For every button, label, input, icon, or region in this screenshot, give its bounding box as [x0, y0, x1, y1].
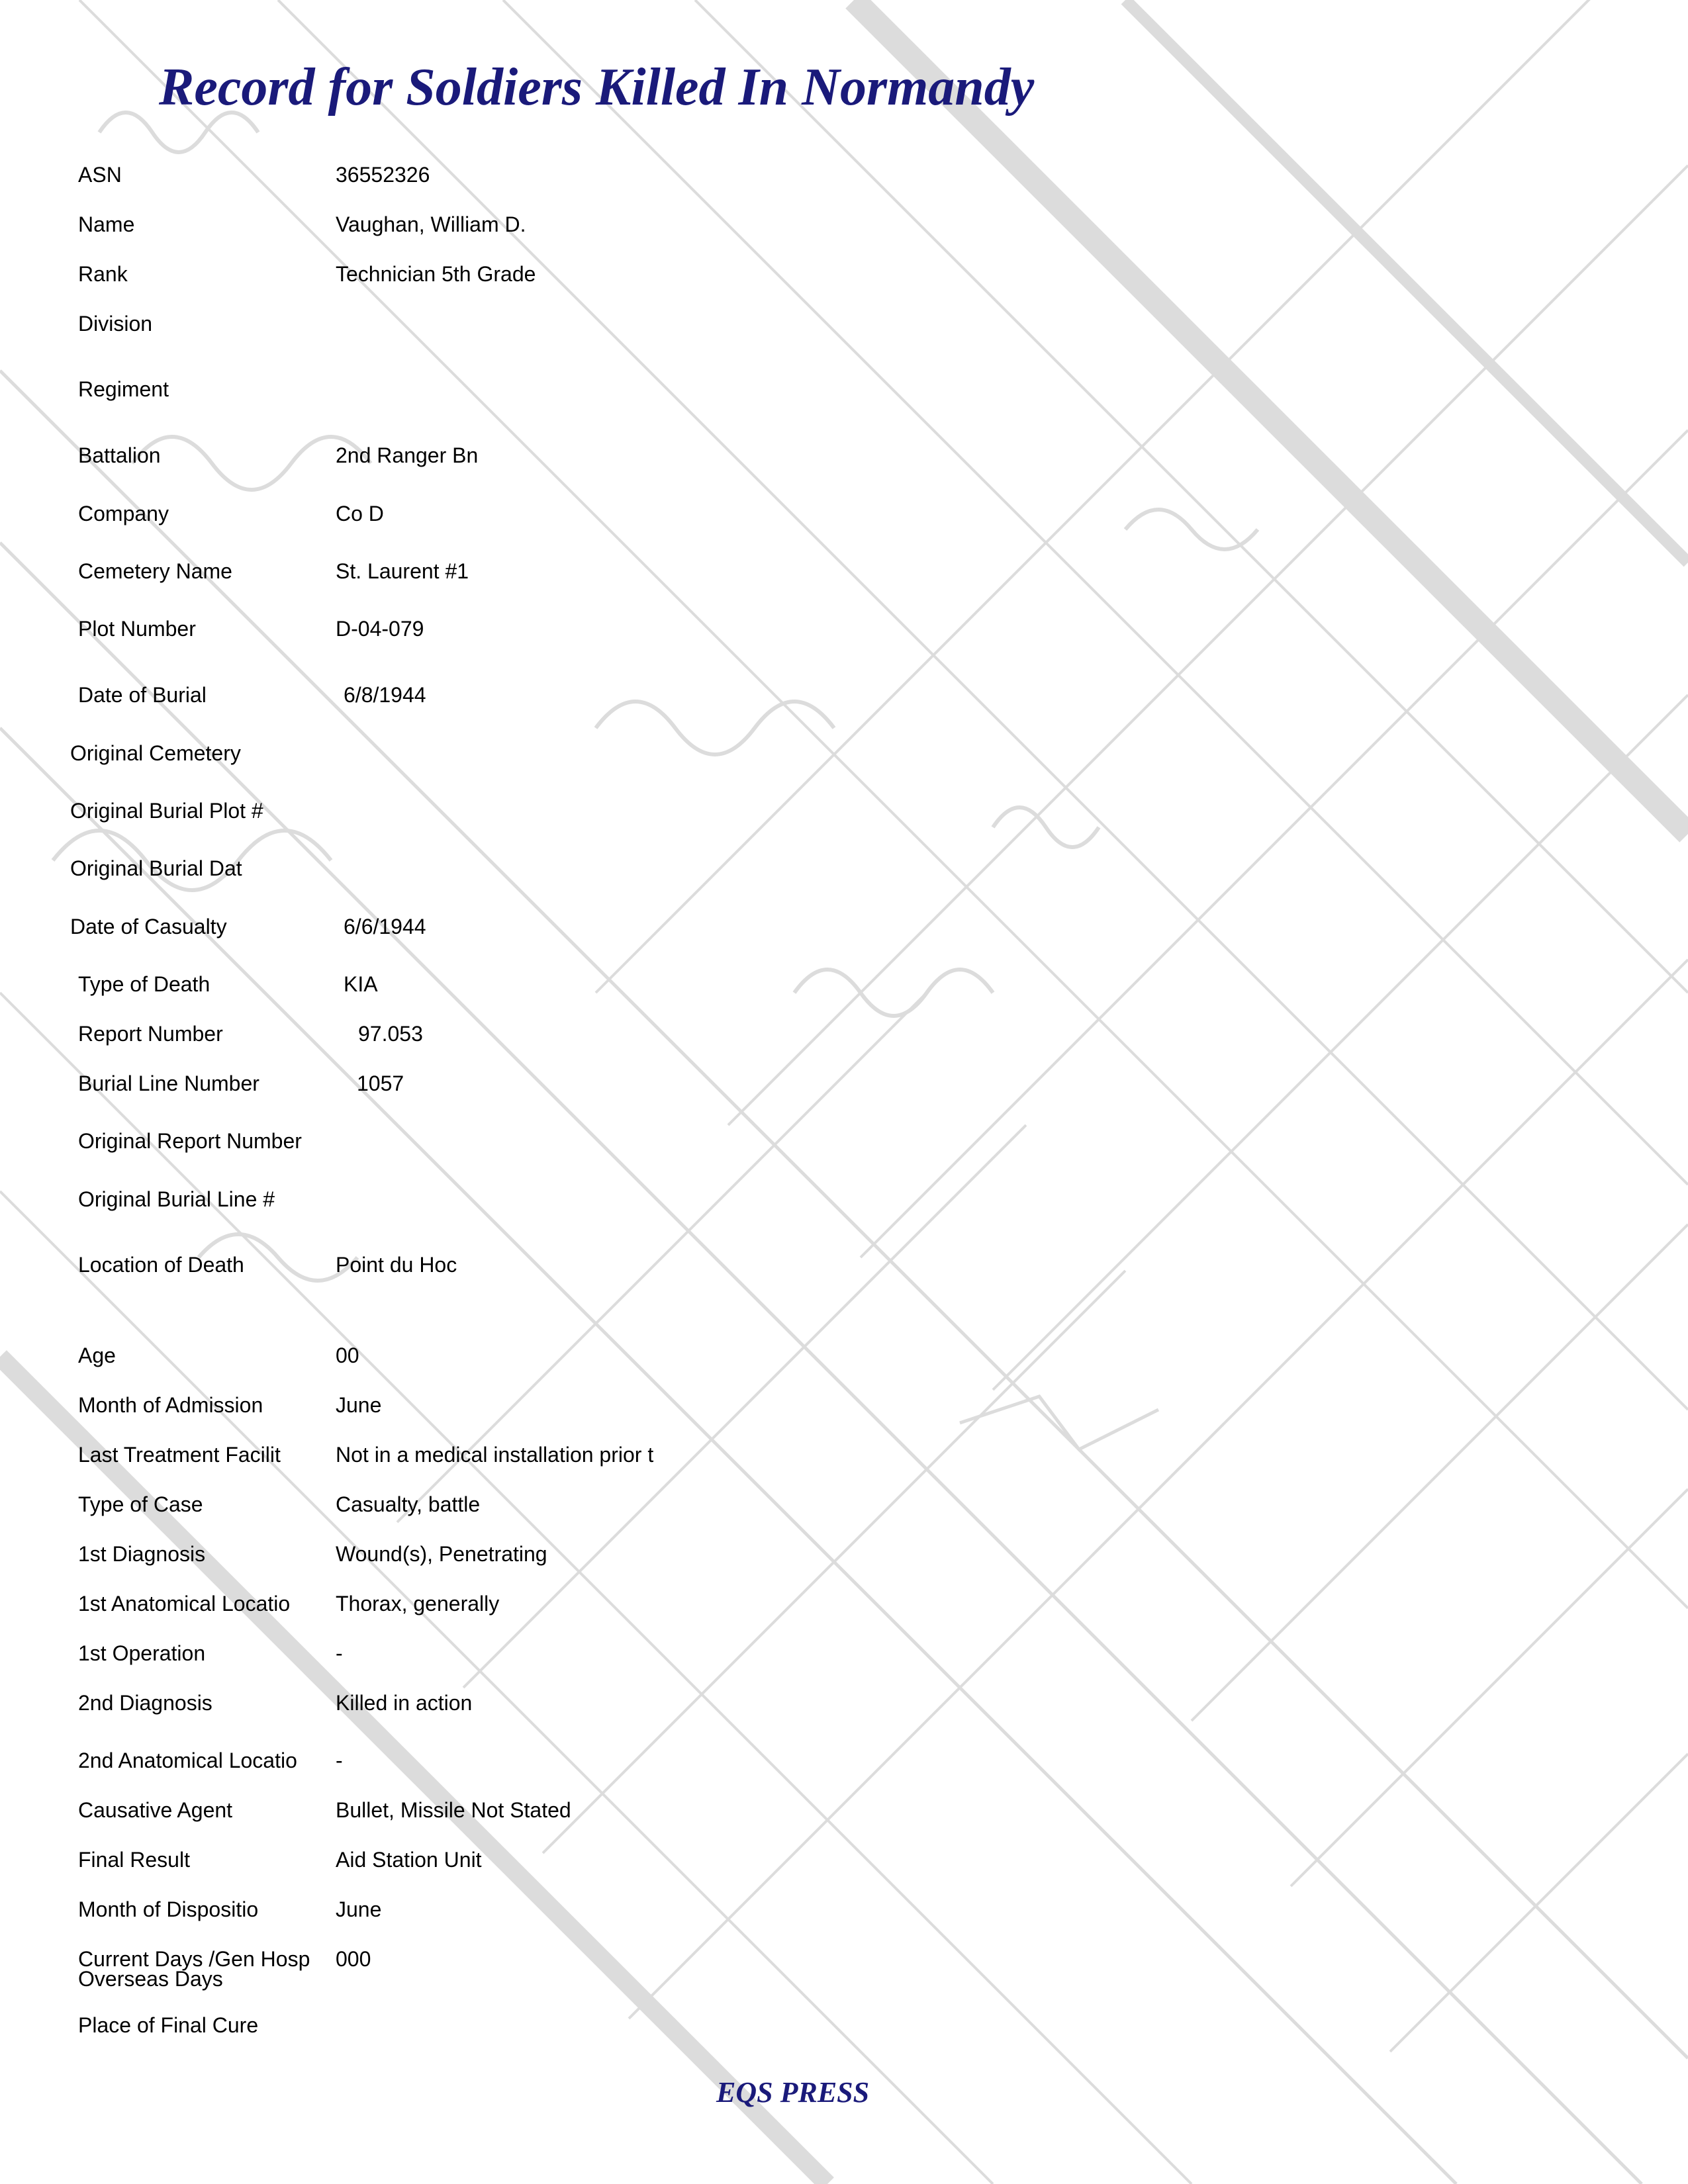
page-title: Record for Soldiers Killed In Normandy — [159, 58, 1035, 116]
field-label: Original Report Number — [78, 1129, 302, 1153]
field-value: Casualty, battle — [336, 1492, 481, 1516]
field-label: Type of Death — [78, 972, 211, 996]
field-row-original-burial-plot — [0, 797, 1688, 824]
field-label: Last Treatment Facilit — [78, 1443, 281, 1467]
field-value: Aid Station Unit — [336, 1848, 482, 1872]
field-value: Not in a medical installation prior t — [336, 1443, 654, 1467]
field-row-cemetery-name — [0, 558, 1688, 584]
field-label: Regiment — [78, 377, 169, 401]
field-row-original-cemetery — [0, 740, 1688, 766]
field-row-date-of-casualty — [0, 913, 1688, 940]
field-value: Killed in action — [336, 1691, 473, 1715]
field-row-rank — [0, 261, 1688, 287]
field-row-plot-number — [0, 615, 1688, 642]
field-row-name — [0, 211, 1688, 238]
field-row-original-burial-date — [0, 855, 1688, 882]
field-value: 6/8/1944 — [344, 683, 426, 707]
field-label: Plot Number — [78, 617, 196, 641]
field-row-original-burial-line — [0, 1186, 1688, 1212]
field-row-2nd-anatomical-location — [0, 1747, 1688, 1774]
field-row-regiment — [0, 376, 1688, 402]
field-label: Rank — [78, 262, 128, 286]
field-value: - — [336, 1641, 343, 1665]
field-label: Type of Case — [78, 1492, 203, 1516]
field-value: Technician 5th Grade — [336, 262, 536, 286]
field-row-current-days — [0, 1946, 1688, 1999]
field-label — [78, 1946, 310, 1992]
field-label: Original Burial Line # — [78, 1187, 275, 1211]
field-row-last-treatment-facility — [0, 1441, 1688, 1468]
field-value: Co D — [336, 502, 384, 525]
field-value: 1057 — [357, 1071, 404, 1095]
field-label-line-1: Current Days /Gen Hosp — [78, 1947, 310, 1971]
field-label: Original Cemetery — [70, 741, 241, 765]
field-label: Original Burial Dat — [70, 856, 242, 880]
field-value: St. Laurent #1 — [336, 559, 469, 583]
field-value: KIA — [344, 972, 378, 996]
field-row-month-of-admission — [0, 1392, 1688, 1418]
field-row-place-of-final-cure — [0, 2012, 1688, 2038]
field-row-location-of-death — [0, 1251, 1688, 1278]
field-label: 2nd Anatomical Locatio — [78, 1749, 297, 1772]
field-label-line-2: Overseas Days — [78, 1967, 223, 1991]
field-row-type-of-case — [0, 1491, 1688, 1518]
field-label: 1st Diagnosis — [78, 1542, 206, 1566]
field-value: 00 — [336, 1343, 359, 1367]
field-label: Month of Admission — [78, 1393, 263, 1417]
field-row-original-report-number — [0, 1128, 1688, 1154]
field-row-battalion — [0, 442, 1688, 469]
field-row-final-result — [0, 1846, 1688, 1873]
field-row-1st-operation — [0, 1640, 1688, 1666]
field-row-asn — [0, 161, 1688, 188]
field-row-division — [0, 310, 1688, 337]
field-label: Location of Death — [78, 1253, 244, 1277]
field-value: 2nd Ranger Bn — [336, 443, 479, 467]
field-label: Report Number — [78, 1022, 223, 1046]
field-row-company — [0, 500, 1688, 527]
field-row-2nd-diagnosis — [0, 1690, 1688, 1716]
field-label: Date of Burial — [78, 683, 207, 707]
field-label: Battalion — [78, 443, 161, 467]
field-label: Burial Line Number — [78, 1071, 259, 1095]
field-row-age — [0, 1342, 1688, 1369]
field-label: Cemetery Name — [78, 559, 232, 583]
field-label: 2nd Diagnosis — [78, 1691, 212, 1715]
field-value: Point du Hoc — [336, 1253, 457, 1277]
field-row-1st-diagnosis — [0, 1541, 1688, 1567]
field-value: June — [336, 1897, 382, 1921]
field-label: 1st Operation — [78, 1641, 206, 1665]
field-label: Company — [78, 502, 169, 525]
field-value: D-04-079 — [336, 617, 424, 641]
field-label: 1st Anatomical Locatio — [78, 1592, 291, 1615]
field-value: Vaughan, William D. — [336, 212, 526, 236]
field-value: 36552326 — [336, 163, 430, 187]
field-row-1st-anatomical-location — [0, 1590, 1688, 1617]
field-label: Month of Dispositio — [78, 1897, 259, 1921]
field-row-burial-line-number — [0, 1070, 1688, 1097]
publisher-footer: EQS PRESS — [716, 2076, 870, 2109]
field-row-month-of-disposition — [0, 1896, 1688, 1923]
field-row-type-of-death — [0, 971, 1688, 997]
field-label: Division — [78, 312, 153, 336]
field-label: ASN — [78, 163, 122, 187]
field-value: Thorax, generally — [336, 1592, 500, 1615]
field-value: - — [336, 1749, 343, 1772]
field-row-causative-agent — [0, 1797, 1688, 1823]
field-row-date-of-burial — [0, 682, 1688, 708]
field-value: 000 — [336, 1947, 371, 1971]
field-label: Original Burial Plot # — [70, 799, 263, 823]
field-label: Age — [78, 1343, 116, 1367]
field-value: Wound(s), Penetrating — [336, 1542, 547, 1566]
field-label: Place of Final Cure — [78, 2013, 259, 2037]
field-label: Final Result — [78, 1848, 190, 1872]
field-row-report-number — [0, 1021, 1688, 1047]
field-value: 97.053 — [358, 1022, 423, 1046]
field-label: Date of Casualty — [70, 915, 227, 938]
field-value: 6/6/1944 — [344, 915, 426, 938]
field-value: June — [336, 1393, 382, 1417]
field-label: Name — [78, 212, 135, 236]
field-value: Bullet, Missile Not Stated — [336, 1798, 571, 1822]
field-label: Causative Agent — [78, 1798, 233, 1822]
